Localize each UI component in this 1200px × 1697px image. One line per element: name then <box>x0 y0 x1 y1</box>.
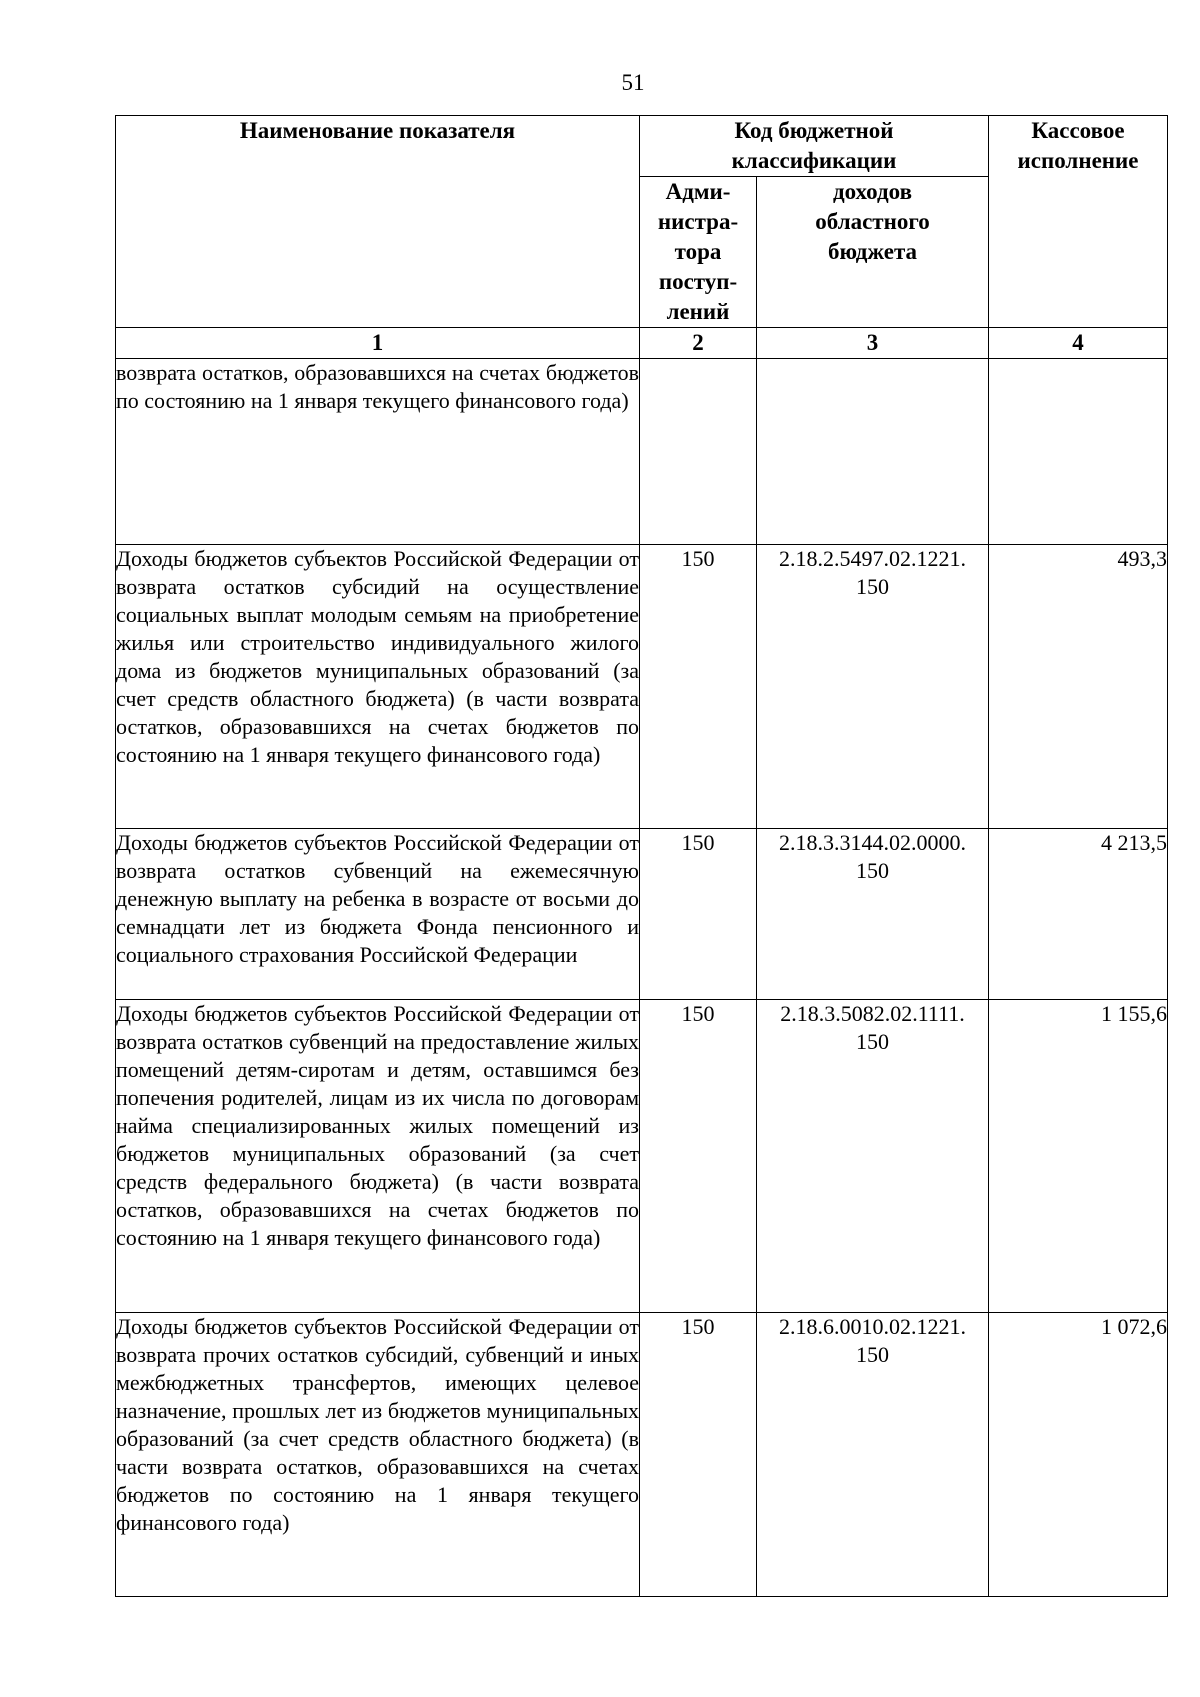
income-code <box>757 359 989 545</box>
income-code-line: 2.18.3.5082.02.1111. <box>780 1001 965 1026</box>
column-number: 4 <box>989 328 1168 359</box>
header-code-group-line: классификации <box>731 148 897 173</box>
admin-code: 150 <box>640 829 757 1000</box>
income-code-line: 150 <box>856 574 889 599</box>
amount-value: 493,3 <box>989 545 1168 829</box>
table-row <box>116 1313 1168 1597</box>
header-admin-line: Адми- <box>665 179 731 204</box>
admin-code: 150 <box>640 1313 757 1597</box>
table-row <box>116 545 1168 829</box>
page-number: 51 <box>621 70 645 95</box>
header-amount-line: Кассовое <box>1031 118 1125 143</box>
header-admin-line: нистра- <box>657 209 739 234</box>
indicator-name: Доходы бюджетов субъектов Российской Федерации от возврата прочих остатков субсидий, субвенций и иных межбюджетных трансфертов, имеющих целевое назначение, прошлых лет из бюджетов муниципальных образований (за счет средств областного бюджета) (в части возврата остатков, образовавшихся на счетах бюджетов по состоянию на 1 января текущего финансового года) <box>116 1313 640 1597</box>
income-code <box>757 545 989 829</box>
header-admin <box>640 177 757 328</box>
column-number: 3 <box>757 328 989 359</box>
header-name <box>116 116 640 328</box>
indicator-name: возврата остатков, образовавшихся на счетах бюджетов по состоянию на 1 января текущего финансового года) <box>116 359 640 545</box>
amount-value: 1 155,6 <box>989 1000 1168 1313</box>
header-code-group <box>640 116 989 177</box>
table-row <box>116 359 1168 545</box>
admin-code <box>640 359 757 545</box>
budget-table <box>115 115 1168 1597</box>
header-income-line: областного <box>815 209 930 234</box>
income-code-line: 2.18.3.3144.02.0000. <box>779 830 966 855</box>
header-admin-line: тора <box>674 239 722 264</box>
header-amount-line: исполнение <box>1017 148 1139 173</box>
amount-value <box>989 359 1168 545</box>
income-code-line: 150 <box>856 1029 889 1054</box>
header-admin-line: поступ- <box>658 269 738 294</box>
income-code-line: 2.18.2.5497.02.1221. <box>779 546 966 571</box>
column-number: 2 <box>640 328 757 359</box>
amount-value: 4 213,5 <box>989 829 1168 1000</box>
header-income <box>757 177 989 328</box>
income-code <box>757 1313 989 1597</box>
indicator-name: Доходы бюджетов субъектов Российской Федерации от возврата остатков субвенций на ежемесячную денежную выплату на ребенка в возрасте от восьми до семнадцати лет из бюджета Фонда пенсионного и социального страхования Российской Федерации <box>116 829 640 1000</box>
header-code-group-line: Код бюджетной <box>734 118 894 143</box>
header-admin-line: лений <box>666 299 730 324</box>
indicator-name: Доходы бюджетов субъектов Российской Федерации от возврата остатков субсидий на осуществление социальных выплат молодым семьям на приобретение жилья или строительство индивидуального жилого дома из бюджетов муниципальных образований (за счет средств областного бюджета) (в части возврата остатков, образовавшихся на счетах бюджетов по состоянию на 1 января текущего финансового года) <box>116 545 640 829</box>
admin-code: 150 <box>640 1000 757 1313</box>
income-code-line: 150 <box>856 1342 889 1367</box>
header-name-label: Наименование показателя <box>239 118 516 143</box>
column-number: 1 <box>116 328 640 359</box>
table-row <box>116 1000 1168 1313</box>
income-code <box>757 1000 989 1313</box>
admin-code: 150 <box>640 545 757 829</box>
income-code <box>757 829 989 1000</box>
header-amount <box>989 116 1168 328</box>
header-income-line: бюджета <box>827 239 918 264</box>
header-income-line: доходов <box>832 179 912 204</box>
amount-value: 1 072,6 <box>989 1313 1168 1597</box>
indicator-name: Доходы бюджетов субъектов Российской Федерации от возврата остатков субвенций на предоставление жилых помещений детям-сиротам и детям, оставшимся без попечения родителей, лицам из их числа по договорам найма специализированных жилых помещений из бюджетов муниципальных образований (за счет средств федерального бюджета) (в части возврата остатков, образовавшихся на счетах бюджетов по состоянию на 1 января текущего финансового года) <box>116 1000 640 1313</box>
income-code-line: 2.18.6.0010.02.1221. <box>779 1314 966 1339</box>
income-code-line: 150 <box>856 858 889 883</box>
table-row <box>116 829 1168 1000</box>
